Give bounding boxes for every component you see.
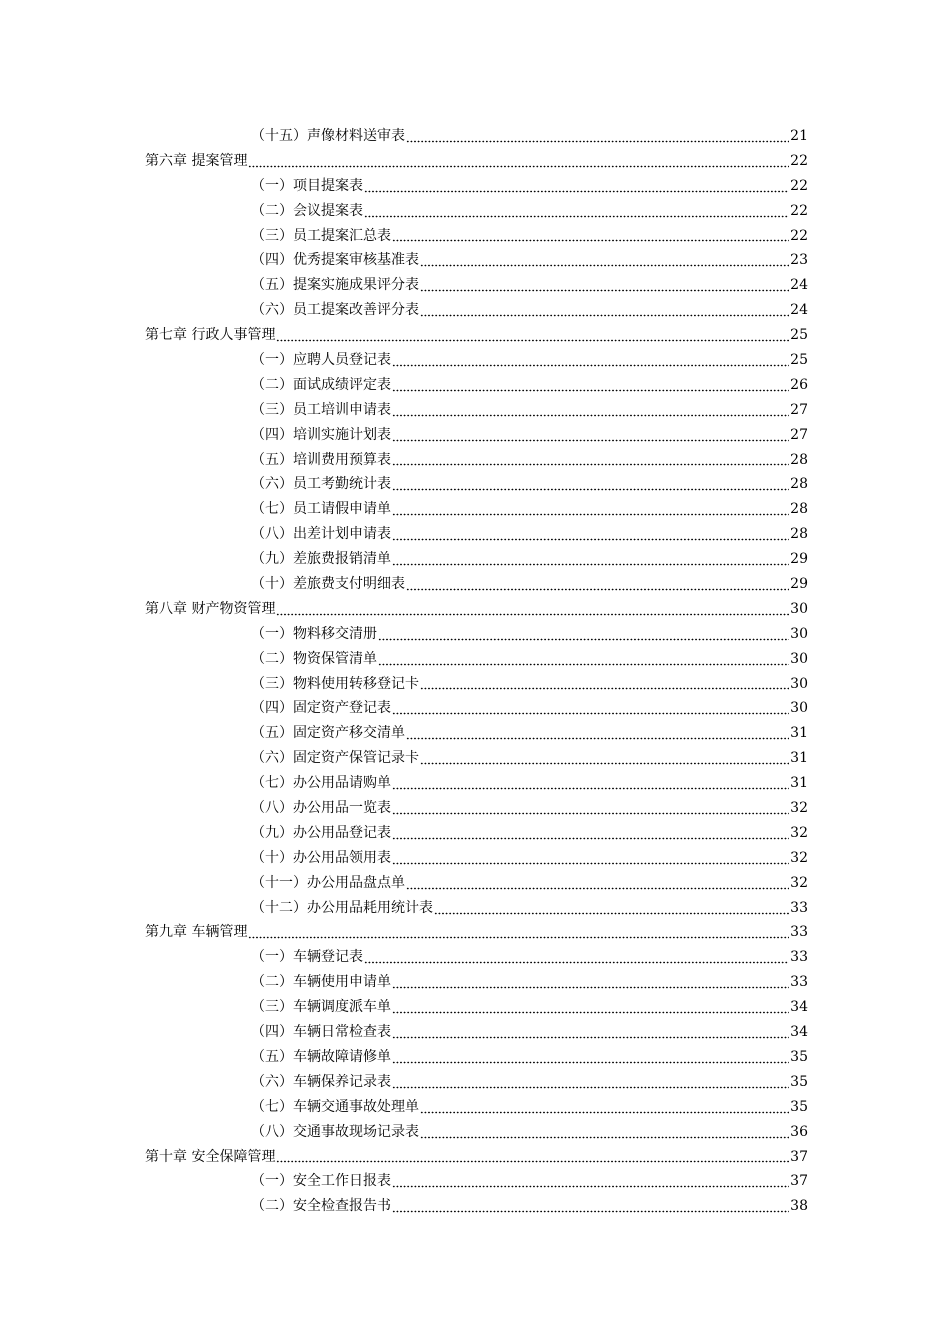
toc-dot-leader bbox=[392, 347, 789, 367]
toc-entry-title: （三）员工提案汇总表 bbox=[251, 227, 391, 244]
toc-section-entry[interactable] bbox=[145, 696, 808, 721]
toc-entry-title: （六）固定资产保管记录卡 bbox=[251, 750, 419, 767]
toc-dot-leader bbox=[392, 994, 789, 1014]
toc-entry-title: （八）办公用品一览表 bbox=[251, 800, 391, 817]
toc-entry-title: （一）安全工作日报表 bbox=[251, 1173, 391, 1190]
toc-page-number: 32 bbox=[790, 800, 808, 817]
toc-section-entry[interactable] bbox=[145, 124, 808, 149]
toc-dot-leader bbox=[364, 944, 789, 964]
toc-section-entry[interactable] bbox=[145, 1020, 808, 1045]
toc-dot-leader bbox=[276, 322, 789, 342]
toc-dot-leader bbox=[364, 173, 789, 193]
toc-page-number: 27 bbox=[790, 401, 808, 418]
toc-entry-title: （二）物资保管清单 bbox=[251, 650, 377, 667]
toc-dot-leader bbox=[392, 1019, 789, 1039]
toc-dot-leader bbox=[248, 919, 789, 939]
toc-dot-leader bbox=[420, 272, 789, 292]
toc-section-entry[interactable] bbox=[145, 896, 808, 921]
toc-dot-leader bbox=[392, 820, 789, 840]
toc-section-entry[interactable] bbox=[145, 796, 808, 821]
toc-page-number: 28 bbox=[790, 451, 808, 468]
toc-section-entry[interactable] bbox=[145, 273, 808, 298]
toc-section-entry[interactable] bbox=[145, 1194, 808, 1219]
toc-entry-title: 第六章 提案管理 bbox=[145, 152, 248, 169]
toc-section-entry[interactable] bbox=[145, 1095, 808, 1120]
toc-section-entry[interactable] bbox=[145, 746, 808, 771]
toc-dot-leader bbox=[276, 596, 789, 616]
toc-dot-leader bbox=[392, 397, 789, 417]
toc-entry-title: 第九章 车辆管理 bbox=[145, 924, 248, 941]
toc-section-entry[interactable] bbox=[145, 373, 808, 398]
toc-section-entry[interactable] bbox=[145, 448, 808, 473]
toc-section-entry[interactable] bbox=[145, 199, 808, 224]
toc-page-number: 25 bbox=[790, 327, 808, 344]
toc-dot-leader bbox=[392, 1044, 789, 1064]
toc-chapter-entry[interactable] bbox=[145, 597, 808, 622]
toc-dot-leader bbox=[378, 621, 789, 641]
toc-page-number: 25 bbox=[790, 352, 808, 368]
toc-dot-leader bbox=[392, 471, 789, 491]
toc-dot-leader bbox=[378, 646, 789, 666]
toc-section-entry[interactable] bbox=[145, 846, 808, 871]
toc-page-number: 30 bbox=[790, 700, 808, 717]
toc-page-number: 35 bbox=[790, 1048, 808, 1065]
toc-section-entry[interactable] bbox=[145, 721, 808, 746]
toc-entry-title: （九）差旅费报销清单 bbox=[251, 551, 391, 568]
toc-dot-leader bbox=[392, 372, 789, 392]
toc-entry-title: （二）车辆使用申请单 bbox=[251, 974, 391, 991]
toc-dot-leader bbox=[392, 1193, 789, 1213]
toc-entry-title: （七）车辆交通事故处理单 bbox=[251, 1098, 419, 1115]
toc-section-entry[interactable] bbox=[145, 771, 808, 796]
toc-page-number: 24 bbox=[790, 302, 808, 319]
toc-entry-title: （一）车辆登记表 bbox=[251, 949, 363, 966]
toc-dot-leader bbox=[392, 521, 789, 541]
toc-entry-title: （十）差旅费支付明细表 bbox=[251, 576, 405, 593]
toc-page-number: 37 bbox=[790, 1173, 808, 1190]
toc-dot-leader bbox=[420, 247, 789, 267]
toc-section-entry[interactable] bbox=[145, 472, 808, 497]
toc-dot-leader bbox=[248, 148, 789, 168]
toc-page-number: 32 bbox=[790, 874, 808, 891]
toc-page-number: 21 bbox=[790, 127, 808, 144]
toc-page-number: 38 bbox=[790, 1198, 808, 1215]
toc-dot-leader bbox=[392, 496, 789, 516]
toc-page-number: 34 bbox=[790, 999, 808, 1016]
toc-entry-title: （四）固定资产登记表 bbox=[251, 700, 391, 717]
toc-page-number: 23 bbox=[790, 252, 808, 269]
toc-section-entry[interactable] bbox=[145, 298, 808, 323]
toc-section-entry[interactable] bbox=[145, 1070, 808, 1095]
toc-page-number: 31 bbox=[790, 750, 808, 767]
toc-entry-title: （四）培训实施计划表 bbox=[251, 426, 391, 443]
toc-page-number: 33 bbox=[790, 974, 808, 991]
toc-section-entry[interactable] bbox=[145, 398, 808, 423]
toc-chapter-entry[interactable] bbox=[145, 323, 808, 348]
toc-section-entry[interactable] bbox=[145, 497, 808, 522]
toc-dot-leader bbox=[392, 422, 789, 442]
toc-dot-leader bbox=[392, 770, 789, 790]
toc-dot-leader bbox=[420, 297, 789, 317]
toc-section-entry[interactable] bbox=[145, 970, 808, 995]
toc-chapter-entry[interactable] bbox=[145, 921, 808, 946]
toc-page-number: 34 bbox=[790, 1024, 808, 1041]
toc-page-number: 22 bbox=[790, 227, 808, 244]
toc-section-entry[interactable] bbox=[145, 423, 808, 448]
toc-entry-title: （七）办公用品请购单 bbox=[251, 775, 391, 792]
toc-page-number: 29 bbox=[790, 551, 808, 568]
toc-entry-title: （十二）办公用品耗用统计表 bbox=[251, 899, 433, 916]
toc-dot-leader bbox=[420, 1094, 789, 1114]
toc-entry-title: （三）物料使用转移登记卡 bbox=[251, 675, 419, 692]
toc-section-entry[interactable] bbox=[145, 871, 808, 896]
toc-entry-title: （六）车辆保养记录表 bbox=[251, 1073, 391, 1090]
toc-entry-title: （三）员工培训申请表 bbox=[251, 401, 391, 418]
toc-entry-title: （七）员工请假申请单 bbox=[251, 501, 391, 518]
toc-section-entry[interactable] bbox=[145, 547, 808, 572]
toc-page-number: 35 bbox=[790, 1073, 808, 1090]
toc-page-number: 37 bbox=[790, 1148, 808, 1165]
toc-dot-leader bbox=[364, 198, 789, 218]
toc-section-entry[interactable] bbox=[145, 945, 808, 970]
toc-section-entry[interactable] bbox=[145, 821, 808, 846]
toc-section-entry[interactable] bbox=[145, 248, 808, 273]
toc-page-number: 33 bbox=[790, 899, 808, 916]
toc-entry-title: （八）交通事故现场记录表 bbox=[251, 1123, 419, 1140]
toc-page-number: 32 bbox=[790, 824, 808, 841]
toc-entry-title: （六）员工提案改善评分表 bbox=[251, 302, 419, 319]
toc-entry-title: （五）提案实施成果评分表 bbox=[251, 277, 419, 294]
toc-dot-leader bbox=[392, 795, 789, 815]
toc-page-number: 30 bbox=[790, 625, 808, 642]
toc-page-number: 36 bbox=[790, 1123, 808, 1140]
toc-entry-title: （二）安全检查报告书 bbox=[251, 1198, 391, 1215]
toc-section-entry[interactable] bbox=[145, 224, 808, 249]
toc-entry-title: （一）应聘人员登记表 bbox=[251, 352, 391, 368]
toc-page-number: 32 bbox=[790, 849, 808, 866]
toc-entry-title: （四）优秀提案审核基准表 bbox=[251, 252, 419, 269]
toc-dot-leader bbox=[420, 670, 789, 690]
toc-chapter-entry[interactable] bbox=[145, 1145, 808, 1170]
toc-entry-title: （一）物料移交清册 bbox=[251, 625, 377, 642]
toc-entry-title: （十）办公用品领用表 bbox=[251, 849, 391, 866]
toc-section-entry[interactable] bbox=[145, 522, 808, 547]
toc-page-number: 22 bbox=[790, 202, 808, 219]
toc-dot-leader bbox=[392, 446, 789, 466]
toc-page-number: 27 bbox=[790, 426, 808, 443]
table-of-contents bbox=[145, 124, 808, 1219]
toc-page-number: 31 bbox=[790, 775, 808, 792]
toc-page-number: 24 bbox=[790, 277, 808, 294]
toc-dot-leader bbox=[420, 1119, 789, 1139]
toc-dot-leader bbox=[406, 123, 789, 143]
toc-section-entry[interactable] bbox=[145, 348, 808, 373]
toc-entry-title: （十五）声像材料送审表 bbox=[251, 127, 405, 144]
toc-section-entry[interactable] bbox=[145, 1169, 808, 1194]
toc-chapter-entry[interactable] bbox=[145, 149, 808, 174]
toc-dot-leader bbox=[392, 1069, 789, 1089]
toc-page-number: 33 bbox=[790, 949, 808, 966]
toc-section-entry[interactable] bbox=[145, 572, 808, 597]
toc-dot-leader bbox=[434, 895, 789, 915]
toc-entry-title: 第八章 财产物资管理 bbox=[145, 600, 276, 617]
toc-dot-leader bbox=[406, 870, 789, 890]
toc-page-number: 28 bbox=[790, 476, 808, 493]
toc-page-number: 22 bbox=[790, 177, 808, 194]
toc-entry-title: 第十章 安全保障管理 bbox=[145, 1148, 276, 1165]
toc-section-entry[interactable] bbox=[145, 174, 808, 199]
toc-dot-leader bbox=[406, 571, 789, 591]
toc-section-entry[interactable] bbox=[145, 647, 808, 672]
toc-page-number: 30 bbox=[790, 650, 808, 667]
toc-entry-title: （九）办公用品登记表 bbox=[251, 824, 391, 841]
toc-entry-title: （二）会议提案表 bbox=[251, 202, 363, 219]
toc-page-number: 30 bbox=[790, 600, 808, 617]
toc-page-number: 33 bbox=[790, 924, 808, 941]
toc-page-number: 26 bbox=[790, 376, 808, 393]
toc-page-number: 31 bbox=[790, 725, 808, 742]
toc-dot-leader bbox=[392, 969, 789, 989]
toc-entry-title: （五）培训费用预算表 bbox=[251, 451, 391, 468]
toc-dot-leader bbox=[392, 546, 789, 566]
toc-entry-title: （一）项目提案表 bbox=[251, 177, 363, 194]
toc-entry-title: （五）固定资产移交清单 bbox=[251, 725, 405, 742]
toc-dot-leader bbox=[392, 222, 789, 242]
toc-entry-title: （二）面试成绩评定表 bbox=[251, 376, 391, 393]
toc-dot-leader bbox=[420, 745, 789, 765]
toc-entry-title: （八）出差计划申请表 bbox=[251, 526, 391, 543]
toc-entry-title: （四）车辆日常检查表 bbox=[251, 1024, 391, 1041]
toc-page-number: 28 bbox=[790, 501, 808, 518]
toc-section-entry[interactable] bbox=[145, 672, 808, 697]
toc-dot-leader bbox=[392, 695, 789, 715]
toc-entry-title: （十一）办公用品盘点单 bbox=[251, 874, 405, 891]
toc-entry-title: （三）车辆调度派车单 bbox=[251, 999, 391, 1016]
toc-page-number: 22 bbox=[790, 152, 808, 169]
toc-entry-title: （六）员工考勤统计表 bbox=[251, 476, 391, 493]
toc-dot-leader bbox=[392, 1168, 789, 1188]
toc-dot-leader bbox=[276, 1143, 789, 1163]
toc-section-entry[interactable] bbox=[145, 1045, 808, 1070]
toc-page-number: 30 bbox=[790, 675, 808, 692]
toc-section-entry[interactable] bbox=[145, 622, 808, 647]
toc-page-number: 28 bbox=[790, 526, 808, 543]
toc-dot-leader bbox=[392, 845, 789, 865]
toc-entry-title: （五）车辆故障请修单 bbox=[251, 1048, 391, 1065]
toc-page-number: 35 bbox=[790, 1098, 808, 1115]
toc-entry-title: 第七章 行政人事管理 bbox=[145, 327, 276, 344]
toc-section-entry[interactable] bbox=[145, 995, 808, 1020]
toc-page-number: 29 bbox=[790, 576, 808, 593]
toc-dot-leader bbox=[406, 720, 789, 740]
toc-section-entry[interactable] bbox=[145, 1120, 808, 1145]
